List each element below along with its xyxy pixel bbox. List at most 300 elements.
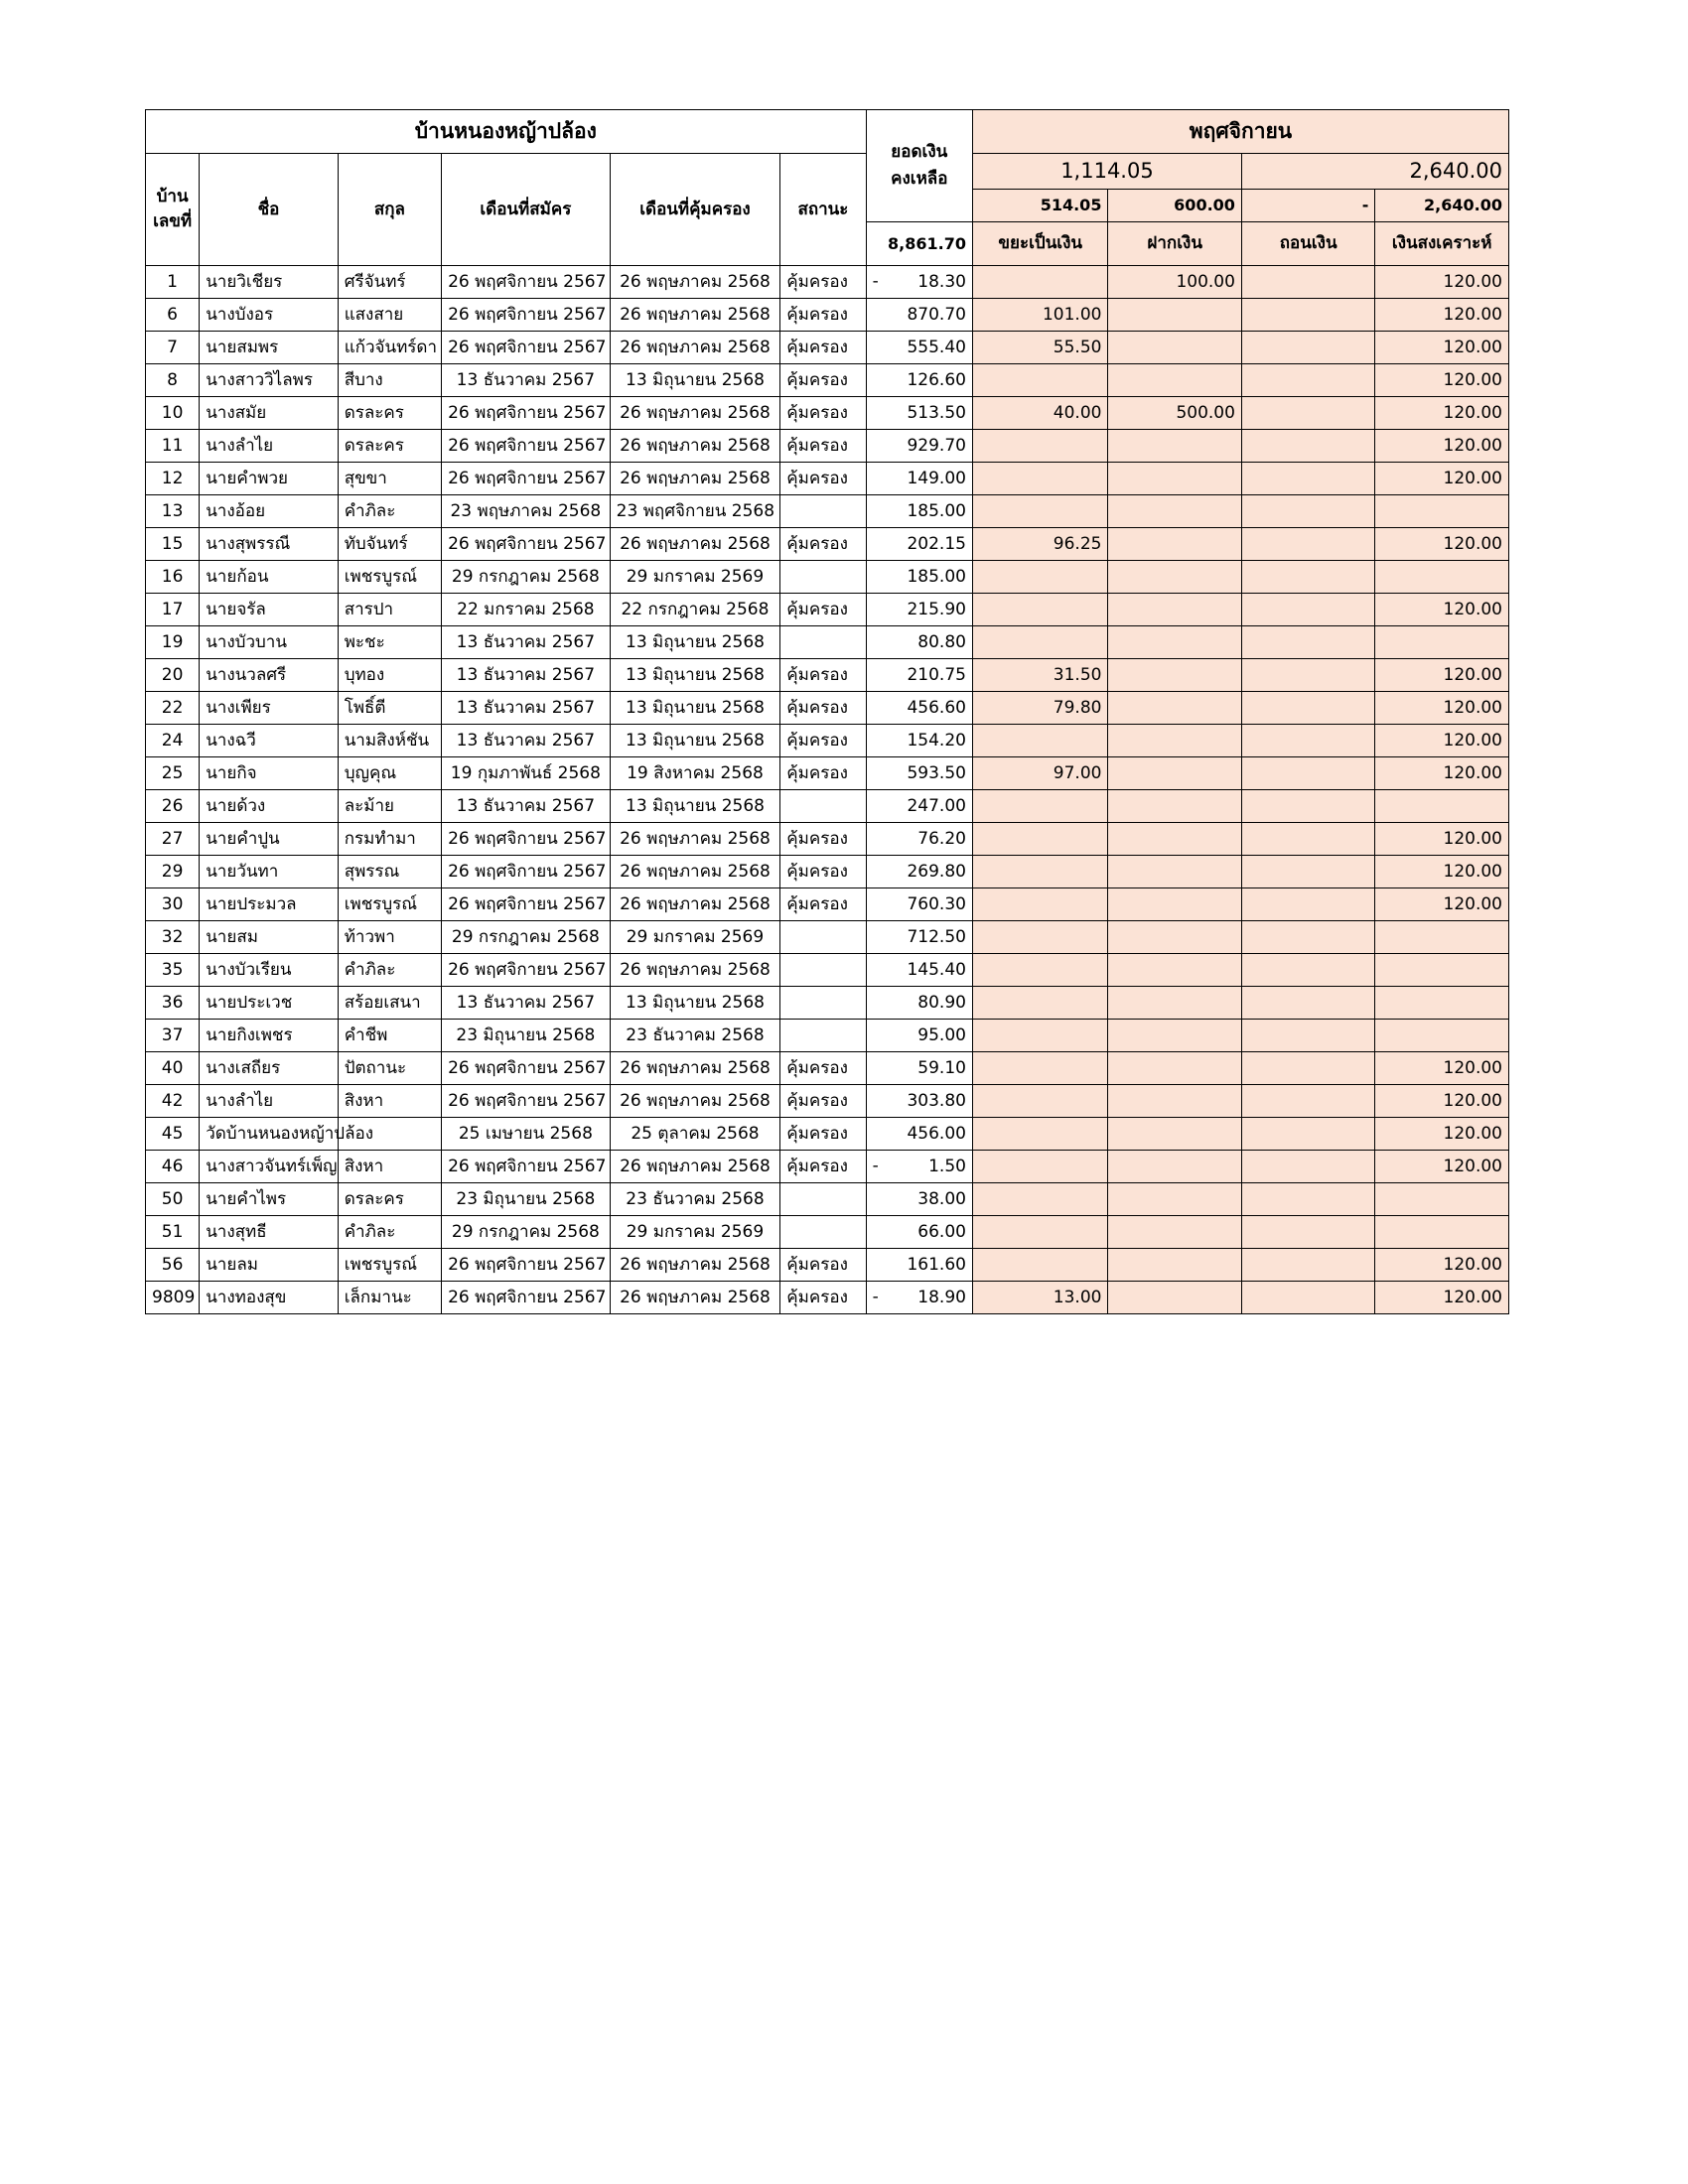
- deposit-cell: [1108, 528, 1241, 561]
- withdraw-cell: [1241, 1216, 1374, 1249]
- house-no-cell: 36: [146, 987, 200, 1020]
- apply-month-cell: 26 พฤศจิกายน 2567: [442, 1151, 611, 1183]
- welfare-cell: 120.00: [1375, 299, 1509, 332]
- balance-value: 66.00: [917, 1221, 966, 1242]
- apply-month-cell: 13 ธันวาคม 2567: [442, 790, 611, 823]
- table-row: [146, 594, 1509, 626]
- balance-value: 95.00: [917, 1024, 966, 1045]
- welfare-cell: [1375, 987, 1509, 1020]
- status-cell: [780, 954, 866, 987]
- apply-month-header: เดือนที่สมัคร: [442, 154, 611, 266]
- village-title: บ้านหนองหญ้าปล้อง: [146, 110, 867, 154]
- withdraw-cell: [1241, 364, 1374, 397]
- table-row: [146, 266, 1509, 299]
- withdraw-cell: [1241, 430, 1374, 463]
- protect-month-cell: 26 พฤษภาคม 2568: [610, 823, 780, 856]
- house-no-cell: 46: [146, 1151, 200, 1183]
- status-cell: คุ้มครอง: [780, 692, 866, 725]
- welfare-cell: 120.00: [1375, 364, 1509, 397]
- protect-month-cell: 23 พฤศจิกายน 2568: [610, 495, 780, 528]
- balance-header: [866, 110, 972, 222]
- first-name-cell: นายจรัล: [200, 594, 339, 626]
- withdraw-cell: [1241, 594, 1374, 626]
- table-row: [146, 1249, 1509, 1282]
- status-cell: คุ้มครอง: [780, 1249, 866, 1282]
- house-no-label-2: เลขที่: [153, 211, 193, 231]
- first-name-cell: นายสมพร: [200, 332, 339, 364]
- balance-label-2: คงเหลือ: [891, 169, 948, 189]
- table-row: [146, 856, 1509, 888]
- waste-cell: [972, 1085, 1107, 1118]
- last-name-cell: ดรละคร: [338, 430, 441, 463]
- total-deposit: 600.00: [1108, 190, 1241, 222]
- welfare-cell: 120.00: [1375, 266, 1509, 299]
- waste-cell: [972, 725, 1107, 757]
- withdraw-cell: [1241, 1151, 1374, 1183]
- status-cell: [780, 561, 866, 594]
- waste-cell: [972, 1249, 1107, 1282]
- waste-cell: [972, 561, 1107, 594]
- table-row: [146, 332, 1509, 364]
- table-row: [146, 1282, 1509, 1314]
- protect-month-cell: 26 พฤษภาคม 2568: [610, 856, 780, 888]
- protect-month-cell: 26 พฤษภาคม 2568: [610, 1282, 780, 1314]
- status-cell: [780, 921, 866, 954]
- balance-cell: [866, 299, 972, 332]
- balance-value: 161.60: [907, 1254, 966, 1275]
- apply-month-cell: 29 กรกฎาคม 2568: [442, 1216, 611, 1249]
- apply-month-cell: 26 พฤศจิกายน 2567: [442, 463, 611, 495]
- waste-cell: [972, 1151, 1107, 1183]
- waste-cell: [972, 856, 1107, 888]
- deposit-cell: [1108, 659, 1241, 692]
- waste-cell: [972, 1216, 1107, 1249]
- house-no-cell: 45: [146, 1118, 200, 1151]
- house-no-cell: 37: [146, 1020, 200, 1052]
- first-name-cell: นายวิเชียร: [200, 266, 339, 299]
- apply-month-cell: 25 เมษายน 2568: [442, 1118, 611, 1151]
- status-cell: [780, 1183, 866, 1216]
- negative-sign: -: [872, 1156, 879, 1176]
- balance-cell: [866, 1282, 972, 1314]
- status-cell: คุ้มครอง: [780, 1052, 866, 1085]
- house-no-cell: 7: [146, 332, 200, 364]
- status-cell: คุ้มครอง: [780, 1118, 866, 1151]
- table-row: [146, 757, 1509, 790]
- status-cell: คุ้มครอง: [780, 757, 866, 790]
- withdraw-cell: [1241, 561, 1374, 594]
- waste-cell: [972, 463, 1107, 495]
- house-no-cell: 25: [146, 757, 200, 790]
- welfare-cell: [1375, 561, 1509, 594]
- protect-month-cell: 26 พฤษภาคม 2568: [610, 397, 780, 430]
- welfare-cell: 120.00: [1375, 397, 1509, 430]
- table-row: [146, 1151, 1509, 1183]
- waste-cell: [972, 987, 1107, 1020]
- balance-value: 202.15: [907, 533, 966, 554]
- table-row: [146, 1118, 1509, 1151]
- status-cell: [780, 626, 866, 659]
- waste-cell: [972, 888, 1107, 921]
- group-total-2: 2,640.00: [1241, 154, 1508, 190]
- deposit-cell: [1108, 299, 1241, 332]
- withdraw-cell: [1241, 1118, 1374, 1151]
- last-name-cell: พะชะ: [338, 626, 441, 659]
- house-no-cell: 42: [146, 1085, 200, 1118]
- welfare-cell: [1375, 921, 1509, 954]
- table-row: [146, 1052, 1509, 1085]
- last-name-cell: ละม้าย: [338, 790, 441, 823]
- last-name-cell: คำภิละ: [338, 495, 441, 528]
- deposit-cell: [1108, 954, 1241, 987]
- deposit-cell: [1108, 364, 1241, 397]
- welfare-cell: 120.00: [1375, 823, 1509, 856]
- deposit-cell: [1108, 888, 1241, 921]
- table-row: [146, 659, 1509, 692]
- deposit-header: ฝากเงิน: [1108, 222, 1241, 266]
- waste-cell: 55.50: [972, 332, 1107, 364]
- deposit-cell: [1108, 692, 1241, 725]
- first-name-cell: นายลม: [200, 1249, 339, 1282]
- first-name-cell: นายกิจ: [200, 757, 339, 790]
- protect-month-cell: 26 พฤษภาคม 2568: [610, 954, 780, 987]
- month-header: พฤศจิกายน: [972, 110, 1508, 154]
- first-name-cell: นางอ้อย: [200, 495, 339, 528]
- total-waste: 514.05: [972, 190, 1107, 222]
- welfare-cell: 120.00: [1375, 659, 1509, 692]
- withdraw-cell: [1241, 823, 1374, 856]
- waste-cell: 13.00: [972, 1282, 1107, 1314]
- house-no-cell: 27: [146, 823, 200, 856]
- house-no-cell: 56: [146, 1249, 200, 1282]
- table-row: [146, 430, 1509, 463]
- negative-sign: -: [872, 271, 879, 292]
- table-row: [146, 1085, 1509, 1118]
- apply-month-cell: 26 พฤศจิกายน 2567: [442, 823, 611, 856]
- table-row: [146, 1183, 1509, 1216]
- table-row: [146, 888, 1509, 921]
- balance-cell: [866, 397, 972, 430]
- house-no-cell: 13: [146, 495, 200, 528]
- last-name-cell: ดรละคร: [338, 397, 441, 430]
- negative-sign: -: [872, 1287, 879, 1307]
- deposit-cell: 500.00: [1108, 397, 1241, 430]
- withdraw-cell: [1241, 725, 1374, 757]
- table-row: [146, 561, 1509, 594]
- last-name-cell: เพชรบูรณ์: [338, 561, 441, 594]
- table-row: [146, 823, 1509, 856]
- deposit-cell: [1108, 921, 1241, 954]
- waste-cell: 101.00: [972, 299, 1107, 332]
- apply-month-cell: 26 พฤศจิกายน 2567: [442, 430, 611, 463]
- balance-cell: [866, 1249, 972, 1282]
- withdraw-cell: [1241, 266, 1374, 299]
- withdraw-cell: [1241, 495, 1374, 528]
- deposit-cell: [1108, 856, 1241, 888]
- status-cell: คุ้มครอง: [780, 888, 866, 921]
- withdraw-cell: [1241, 987, 1374, 1020]
- balance-cell: [866, 659, 972, 692]
- waste-cell: 79.80: [972, 692, 1107, 725]
- balance-cell: [866, 1216, 972, 1249]
- table-row: [146, 1020, 1509, 1052]
- protect-month-header: เดือนที่คุ้มครอง: [610, 154, 780, 266]
- first-name-cell: นายก้อน: [200, 561, 339, 594]
- apply-month-cell: 26 พฤศจิกายน 2567: [442, 1052, 611, 1085]
- house-no-cell: 9809: [146, 1282, 200, 1314]
- first-name-cell: นายวันทา: [200, 856, 339, 888]
- deposit-cell: [1108, 1249, 1241, 1282]
- table-row: [146, 725, 1509, 757]
- waste-cell: [972, 1118, 1107, 1151]
- protect-month-cell: 29 มกราคม 2569: [610, 921, 780, 954]
- balance-cell: [866, 692, 972, 725]
- welfare-cell: 120.00: [1375, 430, 1509, 463]
- balance-cell: [866, 495, 972, 528]
- first-name-cell: นายสม: [200, 921, 339, 954]
- waste-cell: 40.00: [972, 397, 1107, 430]
- withdraw-cell: [1241, 332, 1374, 364]
- deposit-cell: [1108, 1020, 1241, 1052]
- apply-month-cell: 26 พฤศจิกายน 2567: [442, 266, 611, 299]
- first-name-cell: นางบัวบาน: [200, 626, 339, 659]
- waste-cell: [972, 1183, 1107, 1216]
- total-withdraw: -: [1241, 190, 1374, 222]
- house-no-cell: 20: [146, 659, 200, 692]
- last-name-cell: บุทอง: [338, 659, 441, 692]
- welfare-cell: [1375, 1183, 1509, 1216]
- apply-month-cell: 26 พฤศจิกายน 2567: [442, 1085, 611, 1118]
- table-header: [146, 110, 1509, 266]
- protect-month-cell: 22 กรกฎาคม 2568: [610, 594, 780, 626]
- balance-cell: [866, 1052, 972, 1085]
- house-no-label-1: บ้าน: [156, 187, 189, 207]
- deposit-cell: [1108, 987, 1241, 1020]
- house-no-cell: 29: [146, 856, 200, 888]
- apply-month-cell: 13 ธันวาคม 2567: [442, 692, 611, 725]
- balance-cell: [866, 856, 972, 888]
- protect-month-cell: 23 ธันวาคม 2568: [610, 1020, 780, 1052]
- protect-month-cell: 13 มิถุนายน 2568: [610, 725, 780, 757]
- balance-cell: [866, 725, 972, 757]
- deposit-cell: [1108, 1183, 1241, 1216]
- status-cell: คุ้มครอง: [780, 594, 866, 626]
- status-cell: คุ้มครอง: [780, 659, 866, 692]
- balance-value: 185.00: [907, 500, 966, 521]
- welfare-cell: 120.00: [1375, 463, 1509, 495]
- balance-cell: [866, 332, 972, 364]
- last-name-cell: ศรีจันทร์: [338, 266, 441, 299]
- house-no-cell: 24: [146, 725, 200, 757]
- waste-cell: [972, 266, 1107, 299]
- welfare-cell: [1375, 954, 1509, 987]
- last-name-cell: สิงหา: [338, 1151, 441, 1183]
- balance-cell: [866, 1085, 972, 1118]
- first-name-cell: นายประเวช: [200, 987, 339, 1020]
- status-cell: [780, 1216, 866, 1249]
- welfare-cell: [1375, 495, 1509, 528]
- table-row: [146, 528, 1509, 561]
- protect-month-cell: 13 มิถุนายน 2568: [610, 626, 780, 659]
- status-cell: คุ้มครอง: [780, 725, 866, 757]
- savings-ledger-table: [145, 109, 1509, 1314]
- house-no-cell: 50: [146, 1183, 200, 1216]
- balance-cell: [866, 561, 972, 594]
- deposit-cell: [1108, 594, 1241, 626]
- first-name-cell: นายประมวล: [200, 888, 339, 921]
- balance-total: 8,861.70: [866, 222, 972, 266]
- status-cell: คุ้มครอง: [780, 266, 866, 299]
- apply-month-cell: 26 พฤศจิกายน 2567: [442, 888, 611, 921]
- house-no-cell: 26: [146, 790, 200, 823]
- apply-month-cell: 13 ธันวาคม 2567: [442, 725, 611, 757]
- status-cell: คุ้มครอง: [780, 1282, 866, 1314]
- group-total-1: 1,114.05: [972, 154, 1241, 190]
- balance-cell: [866, 594, 972, 626]
- balance-value: 145.40: [907, 959, 966, 980]
- balance-value: 760.30: [907, 893, 966, 914]
- apply-month-cell: 19 กุมภาพันธ์ 2568: [442, 757, 611, 790]
- balance-value: 59.10: [917, 1057, 966, 1078]
- balance-value: 210.75: [907, 664, 966, 685]
- waste-cell: 96.25: [972, 528, 1107, 561]
- house-no-header: [146, 154, 200, 266]
- waste-cell: [972, 954, 1107, 987]
- apply-month-cell: 13 ธันวาคม 2567: [442, 364, 611, 397]
- protect-month-cell: 26 พฤษภาคม 2568: [610, 299, 780, 332]
- apply-month-cell: 26 พฤศจิกายน 2567: [442, 332, 611, 364]
- waste-cell: [972, 921, 1107, 954]
- status-cell: คุ้มครอง: [780, 463, 866, 495]
- protect-month-cell: 13 มิถุนายน 2568: [610, 659, 780, 692]
- last-name-cell: กรมทำมา: [338, 823, 441, 856]
- apply-month-cell: 26 พฤศจิกายน 2567: [442, 397, 611, 430]
- apply-month-cell: 13 ธันวาคม 2567: [442, 626, 611, 659]
- deposit-cell: [1108, 823, 1241, 856]
- status-cell: คุ้มครอง: [780, 823, 866, 856]
- apply-month-cell: 13 ธันวาคม 2567: [442, 987, 611, 1020]
- welfare-cell: 120.00: [1375, 1085, 1509, 1118]
- first-name-cell: นางสมัย: [200, 397, 339, 430]
- status-cell: คุ้มครอง: [780, 528, 866, 561]
- balance-value: 185.00: [907, 566, 966, 587]
- deposit-cell: [1108, 495, 1241, 528]
- withdraw-cell: [1241, 463, 1374, 495]
- balance-value: 126.60: [907, 369, 966, 390]
- house-no-cell: 10: [146, 397, 200, 430]
- table-row: [146, 364, 1509, 397]
- protect-month-cell: 29 มกราคม 2569: [610, 561, 780, 594]
- last-name-cell: สุพรรณ: [338, 856, 441, 888]
- house-no-cell: 16: [146, 561, 200, 594]
- balance-value: 593.50: [907, 762, 966, 783]
- balance-value: 1.50: [928, 1156, 966, 1176]
- withdraw-cell: [1241, 528, 1374, 561]
- waste-cell: [972, 1052, 1107, 1085]
- balance-cell: [866, 364, 972, 397]
- last-name-cell: เล็กมานะ: [338, 1282, 441, 1314]
- last-name-cell: ปัตถานะ: [338, 1052, 441, 1085]
- waste-header: ขยะเป็นเงิน: [972, 222, 1107, 266]
- balance-cell: [866, 921, 972, 954]
- deposit-cell: [1108, 626, 1241, 659]
- first-name-cell: นายคำปูน: [200, 823, 339, 856]
- withdraw-header: ถอนเงิน: [1241, 222, 1374, 266]
- welfare-cell: [1375, 790, 1509, 823]
- protect-month-cell: 19 สิงหาคม 2568: [610, 757, 780, 790]
- protect-month-cell: 13 มิถุนายน 2568: [610, 692, 780, 725]
- last-name-cell: สุขขา: [338, 463, 441, 495]
- balance-value: 712.50: [907, 926, 966, 947]
- protect-month-cell: 26 พฤษภาคม 2568: [610, 430, 780, 463]
- waste-cell: [972, 430, 1107, 463]
- first-name-cell: นายด้วง: [200, 790, 339, 823]
- balance-cell: [866, 987, 972, 1020]
- withdraw-cell: [1241, 856, 1374, 888]
- withdraw-cell: [1241, 954, 1374, 987]
- table-body: [146, 266, 1509, 1314]
- last-name-cell: แก้วจันทร์ดา: [338, 332, 441, 364]
- welfare-cell: 120.00: [1375, 888, 1509, 921]
- deposit-cell: [1108, 561, 1241, 594]
- protect-month-cell: 26 พฤษภาคม 2568: [610, 1151, 780, 1183]
- status-cell: คุ้มครอง: [780, 856, 866, 888]
- withdraw-cell: [1241, 1249, 1374, 1282]
- apply-month-cell: 23 พฤษภาคม 2568: [442, 495, 611, 528]
- house-no-cell: 51: [146, 1216, 200, 1249]
- status-header: สถานะ: [780, 154, 866, 266]
- first-name-cell: นางลำไย: [200, 430, 339, 463]
- deposit-cell: [1108, 1282, 1241, 1314]
- status-cell: คุ้มครอง: [780, 1085, 866, 1118]
- withdraw-cell: [1241, 1052, 1374, 1085]
- balance-cell: [866, 1183, 972, 1216]
- waste-cell: [972, 823, 1107, 856]
- last-name-cell: ทับจันทร์: [338, 528, 441, 561]
- first-name-cell: นางบัวเรียน: [200, 954, 339, 987]
- deposit-cell: 100.00: [1108, 266, 1241, 299]
- table-row: [146, 463, 1509, 495]
- waste-cell: [972, 594, 1107, 626]
- house-no-cell: 11: [146, 430, 200, 463]
- table-row: [146, 790, 1509, 823]
- first-name-cell: นายคำไพร: [200, 1183, 339, 1216]
- balance-value: 456.00: [907, 1123, 966, 1144]
- balance-cell: [866, 430, 972, 463]
- apply-month-cell: 26 พฤศจิกายน 2567: [442, 528, 611, 561]
- house-no-cell: 35: [146, 954, 200, 987]
- welfare-cell: 120.00: [1375, 1052, 1509, 1085]
- waste-cell: [972, 790, 1107, 823]
- first-name-cell: นางสุทธี: [200, 1216, 339, 1249]
- protect-month-cell: 13 มิถุนายน 2568: [610, 790, 780, 823]
- deposit-cell: [1108, 1085, 1241, 1118]
- waste-cell: 97.00: [972, 757, 1107, 790]
- balance-cell: [866, 757, 972, 790]
- protect-month-cell: 26 พฤษภาคม 2568: [610, 332, 780, 364]
- welfare-cell: 120.00: [1375, 1118, 1509, 1151]
- table-row: [146, 987, 1509, 1020]
- waste-cell: 31.50: [972, 659, 1107, 692]
- balance-value: 76.20: [917, 828, 966, 849]
- last-name-cell: สีบาง: [338, 364, 441, 397]
- last-name-cell: แสงสาย: [338, 299, 441, 332]
- first-name-cell: นางสาวจันทร์เพ็ญ: [200, 1151, 339, 1183]
- welfare-cell: [1375, 626, 1509, 659]
- deposit-cell: [1108, 1118, 1241, 1151]
- status-cell: คุ้มครอง: [780, 364, 866, 397]
- last-name-cell: คำภิละ: [338, 954, 441, 987]
